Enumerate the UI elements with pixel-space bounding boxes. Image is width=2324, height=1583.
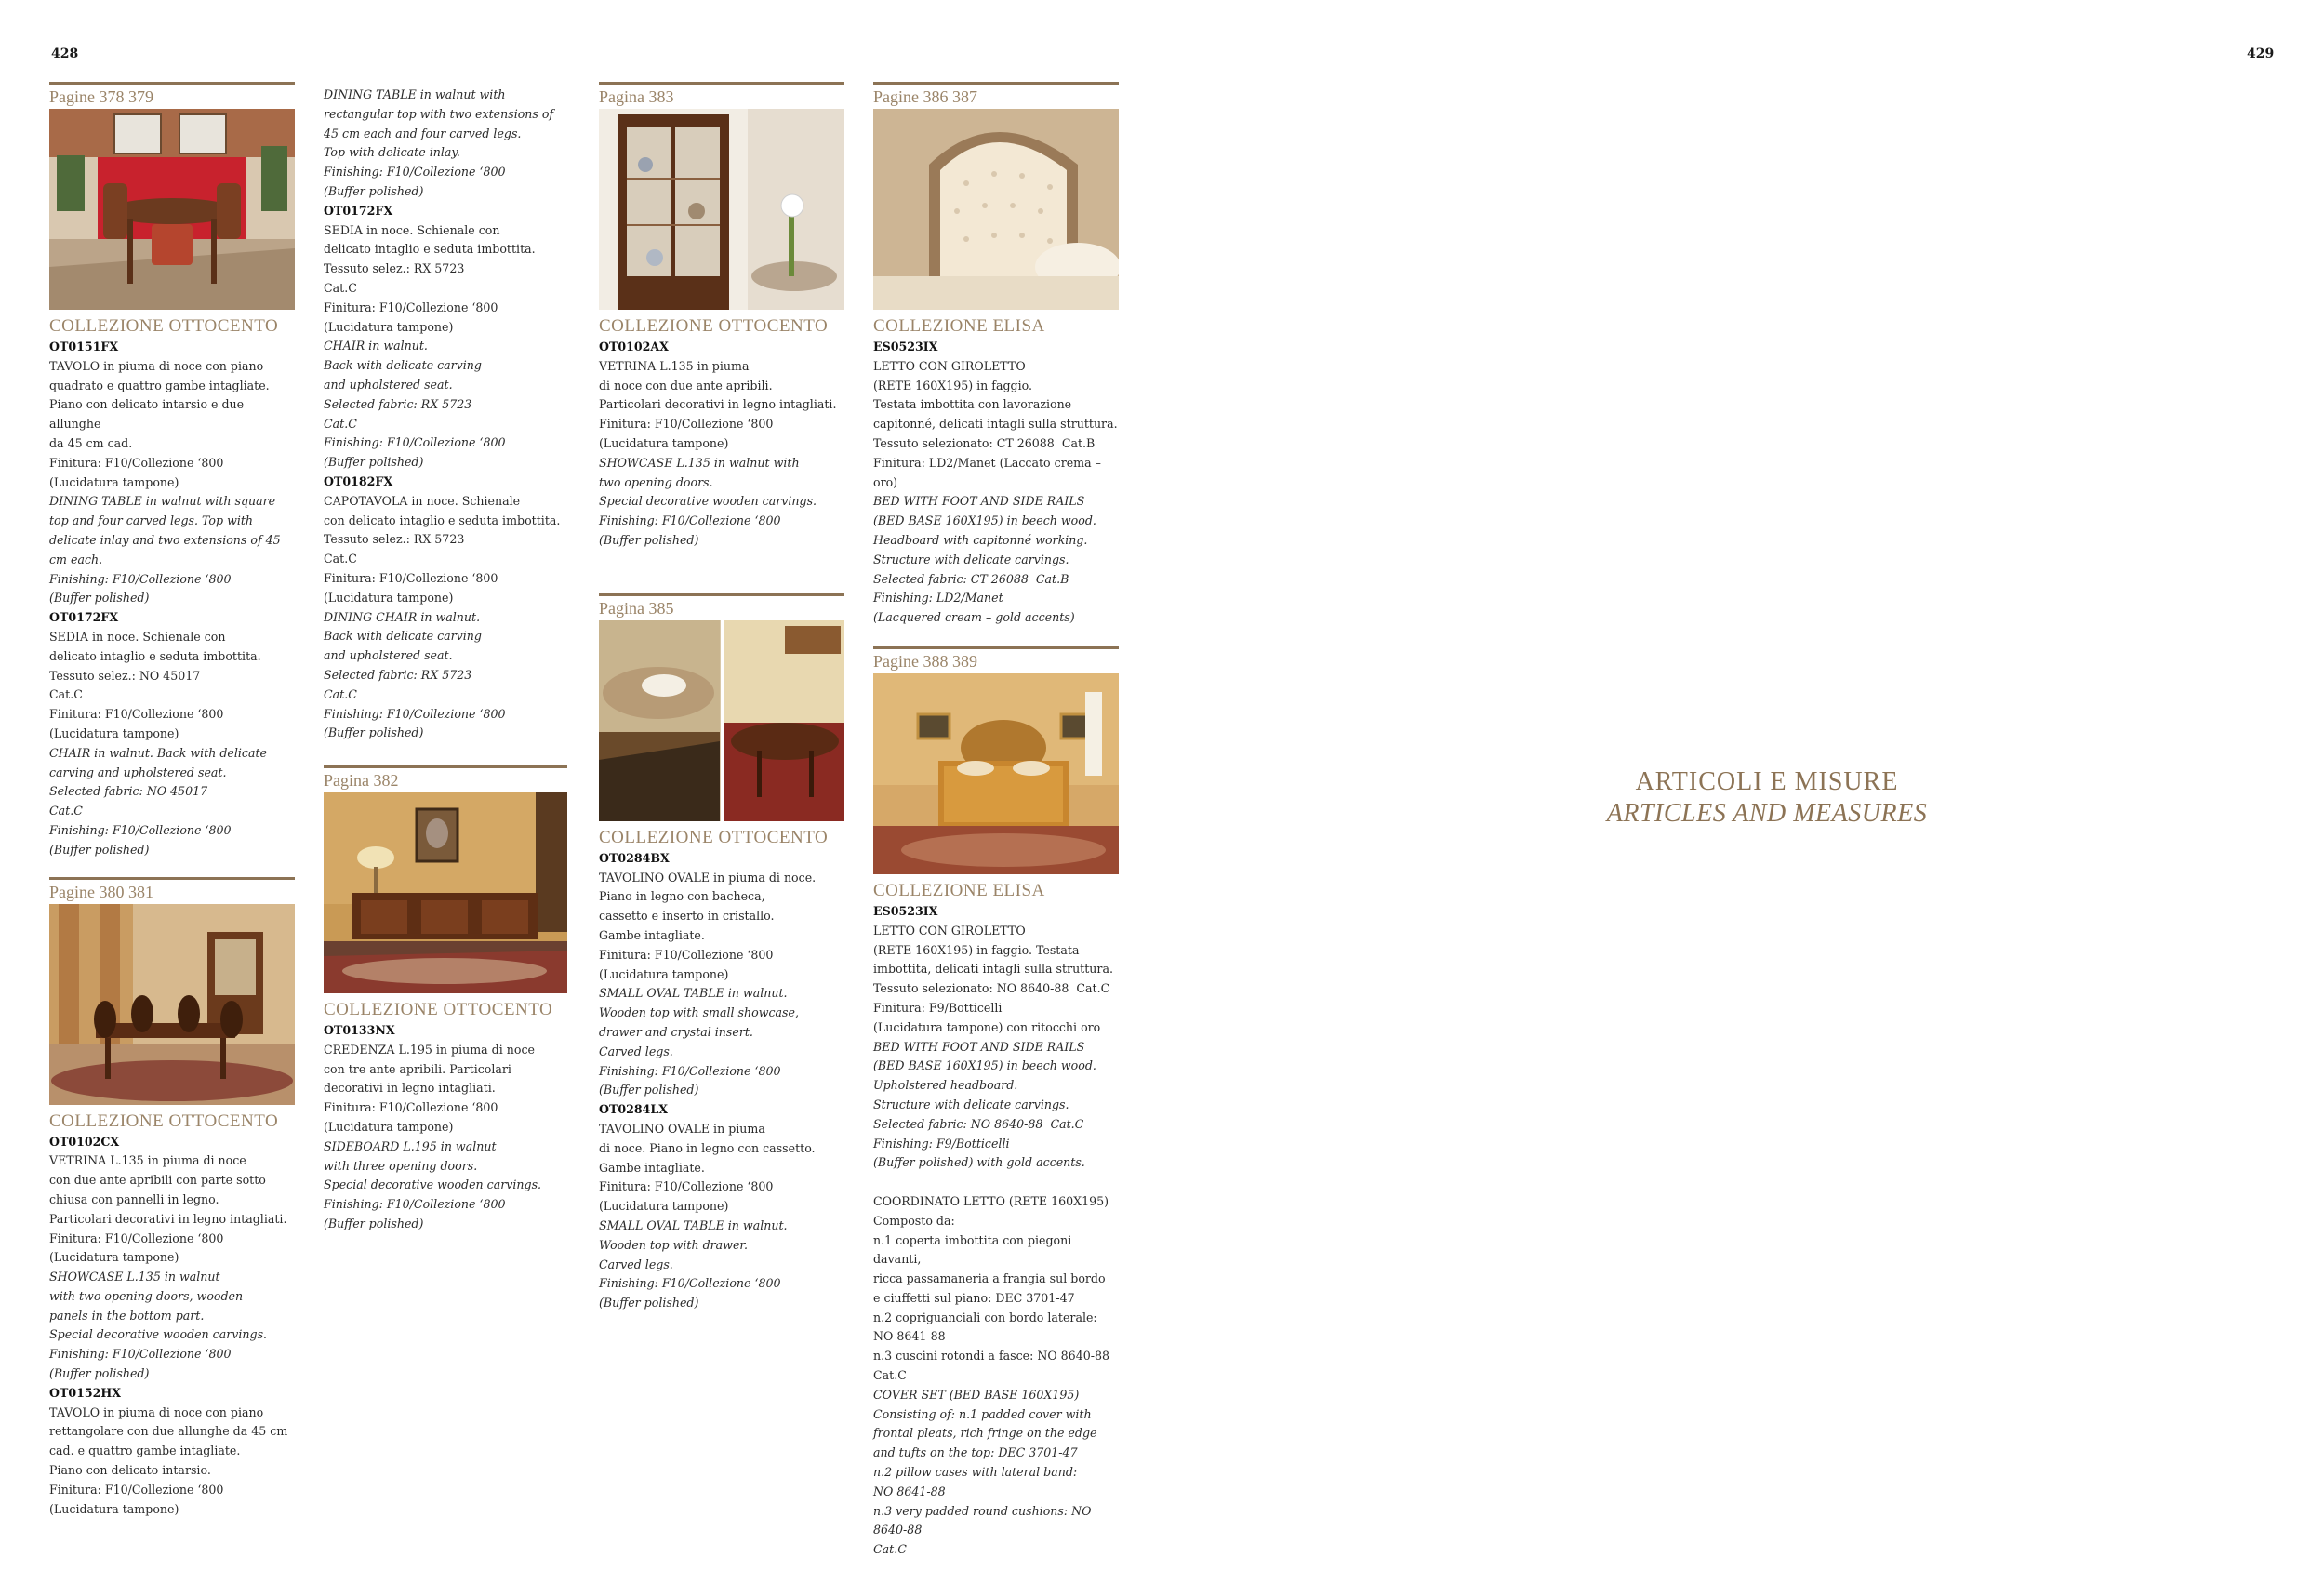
description-en-line: Wooden top with drawer. — [599, 1237, 749, 1252]
description-en-line: BED WITH FOOT AND SIDE RAILS — [873, 1039, 1085, 1054]
cover-set-en-line: NO 8641-88 — [873, 1483, 946, 1498]
description-en-line: Finishing: F9/Botticelli — [873, 1136, 1010, 1151]
description-en-line: two opening doors. — [599, 474, 713, 489]
column-2 — [324, 86, 569, 1234]
description-it-line: da 45 cm cad. — [49, 435, 133, 450]
description-en-line: Carved legs. — [599, 1257, 673, 1271]
description-it-line: (Lucidatura tampone) con ritocchi oro — [873, 1019, 1101, 1034]
cover-set-en-line: n.3 very padded round cushions: NO 8640-88 — [873, 1503, 1096, 1537]
description-it-line: Finitura: LD2/Manet (Laccato crema – oro) — [873, 455, 1105, 489]
description-it-line: VETRINA L.135 in piuma di noce — [49, 1153, 246, 1168]
description-en-line: SIDEBOARD L.195 in walnut — [324, 1138, 497, 1153]
description-it-line: Finitura: F9/Botticelli — [873, 1000, 1003, 1015]
product-code: OT0284BX — [599, 850, 670, 865]
description-it-line: (Lucidatura tampone) — [324, 590, 454, 605]
product-code: OT0102CX — [49, 1134, 120, 1149]
description-it-line: Finitura: F10/Collezione ‘800 — [49, 1230, 224, 1245]
photo-oval-tables — [599, 620, 844, 821]
photo-sideboard-room — [324, 792, 567, 993]
section-page-ref: Pagine 380 381 — [49, 882, 153, 901]
description-it-line: (Lucidatura tampone) — [599, 1199, 729, 1214]
description-en-line: top and four carved legs. Top with — [49, 513, 254, 528]
description-en-line: Finishing: F10/Collezione ‘800 — [49, 822, 232, 837]
description-en-line: SMALL OVAL TABLE in walnut. — [599, 986, 788, 1001]
section-page-ref: Pagine 378 379 — [49, 87, 153, 106]
description-it-line: Testata imbottita con lavorazione — [873, 397, 1072, 412]
product-list — [49, 338, 295, 860]
description-it-line: TAVOLINO OVALE in piuma di noce. — [599, 870, 817, 885]
description-it-line: cassetto e inserto in cristallo. — [599, 909, 775, 924]
section-rule — [599, 82, 844, 85]
photo-dining-room-square-table — [49, 109, 295, 310]
section-title — [1525, 766, 2009, 830]
section-rule — [324, 765, 567, 768]
description-en-line: DINING CHAIR in walnut. — [324, 609, 481, 624]
description-en-line: Finishing: F10/Collezione ‘800 — [599, 513, 781, 528]
description-en-line: (Buffer polished) — [324, 1217, 424, 1231]
description-it-line: (Lucidatura tampone) — [49, 1250, 179, 1265]
description-it-line: delicato intaglio e seduta imbottita. — [324, 242, 536, 257]
description-en-line: (Buffer polished) — [599, 1083, 699, 1097]
description-it-line: Piano con delicato intarsio. — [49, 1463, 211, 1478]
description-it-line: imbottita, delicati intagli sulla struttura. — [873, 962, 1113, 977]
description-en-line: with three opening doors. — [324, 1158, 478, 1173]
description-it-line: (Lucidatura tampone) — [49, 474, 179, 489]
description-it-line: di noce con due ante apribili. — [599, 378, 773, 392]
description-en-line: Cat.C — [49, 804, 83, 818]
description-it-line: con delicato intaglio e seduta imbottita. — [324, 512, 561, 527]
description-en-line: and upholstered seat. — [324, 377, 453, 392]
description-it-line: Piano con delicato intarsio e due allunghe — [49, 397, 248, 432]
product-list — [599, 849, 844, 1313]
product-code: ES0523IX — [873, 903, 938, 918]
description-it-line: VETRINA L.135 in piuma — [599, 358, 750, 373]
cover-set-en-line: n.2 pillow cases with lateral band: — [873, 1465, 1078, 1480]
description-it-line: chiusa con pannelli in legno. — [49, 1191, 219, 1206]
description-en-line: (Buffer polished) — [49, 591, 150, 605]
cover-set-it-line: e ciuffetti sul piano: DEC 3701-47 — [873, 1290, 1075, 1305]
description-en-line: CHAIR in walnut. Back with delicate — [49, 745, 267, 760]
photo-capitonne-headboard — [873, 109, 1119, 310]
description-en-line: Cat.C — [324, 416, 357, 431]
description-it-line: Finitura: F10/Collezione ‘800 — [599, 417, 774, 432]
description-en-line: Selected fabric: RX 5723 — [324, 396, 472, 411]
collection-name: COLLEZIONE OTTOCENTO — [599, 827, 829, 847]
spacer — [873, 1173, 1119, 1192]
collection-name: COLLEZIONE OTTOCENTO — [599, 316, 829, 336]
description-it-line: Cat.C — [49, 687, 83, 702]
description-it-line: LETTO CON GIROLETTO — [873, 358, 1026, 373]
description-en-line: Wooden top with small showcase, — [599, 1005, 799, 1020]
description-it-line: Finitura: F10/Collezione ‘800 — [324, 1100, 498, 1115]
description-it-line: (Lucidatura tampone) — [599, 435, 729, 450]
section-page-ref: Pagina 385 — [599, 598, 674, 618]
description-it-line: Piano in legno con bacheca, — [599, 889, 765, 904]
cover-set-en-line: COVER SET (BED BASE 160X195) — [873, 1387, 1080, 1402]
product-code: OT0151FX — [49, 339, 119, 353]
cover-set-it-line: NO 8641-88 — [873, 1329, 946, 1344]
description-en-line: Selected fabric: RX 5723 — [324, 667, 472, 682]
product-code: OT0102AX — [599, 339, 669, 353]
description-it-line: SEDIA in noce. Schienale con — [324, 222, 500, 237]
description-en-line: Structure with delicate carvings. — [873, 552, 1069, 566]
description-en-line: (Buffer polished) — [324, 183, 424, 198]
description-it-line: Tessuto selez.: RX 5723 — [324, 532, 465, 547]
description-it-line: (Lucidatura tampone) — [324, 319, 454, 334]
description-en-line: (Buffer polished) with gold accents. — [873, 1155, 1085, 1170]
product-list — [49, 1133, 295, 1520]
description-en-line: Back with delicate carving — [324, 358, 482, 373]
cover-set-en-line: Consisting of: n.1 padded cover with — [873, 1406, 1092, 1421]
product-code: OT0152HX — [49, 1385, 122, 1400]
description-en-line: Headboard with capitonné working. — [873, 532, 1088, 547]
description-en-line: BED WITH FOOT AND SIDE RAILS — [873, 494, 1085, 509]
description-en-line: DINING TABLE in walnut with square — [49, 494, 276, 509]
description-it-line: (RETE 160X195) in faggio. — [873, 378, 1032, 392]
description-it-line: Finitura: F10/Collezione ‘800 — [49, 455, 224, 470]
description-it-line: CREDENZA L.195 in piuma di noce — [324, 1042, 535, 1057]
collection-name: COLLEZIONE ELISA — [873, 880, 1045, 900]
description-it-line: con tre ante apribili. Particolari — [324, 1061, 511, 1076]
description-en-line: Finishing: F10/Collezione ‘800 — [324, 1197, 506, 1212]
description-en-line: and upholstered seat. — [324, 648, 453, 663]
collection-name: COLLEZIONE OTTOCENTO — [49, 1111, 279, 1131]
description-it-line: Finitura: F10/Collezione ‘800 — [49, 1482, 224, 1497]
description-it-line: cad. e quattro gambe intagliate. — [49, 1443, 241, 1458]
collection-name: COLLEZIONE ELISA — [873, 316, 1045, 336]
description-en-line: Finishing: F10/Collezione ‘800 — [324, 706, 506, 721]
product-code: OT0172FX — [324, 203, 393, 218]
section-page-ref: Pagine 388 389 — [873, 651, 977, 671]
description-en-line: (Buffer polished) — [49, 842, 150, 857]
description-it-line: Tessuto selez.: RX 5723 — [324, 261, 465, 276]
description-it-line: Finitura: F10/Collezione ‘800 — [49, 707, 224, 722]
description-it-line: Tessuto selezionato: CT 26088 Cat.B — [873, 435, 1096, 450]
description-en-line: Selected fabric: NO 8640-88 Cat.C — [873, 1116, 1084, 1131]
section-page-ref: Pagina 383 — [599, 87, 674, 106]
description-en-line: DINING TABLE in walnut with — [324, 87, 506, 101]
description-it-line: TAVOLO in piuma di noce con piano — [49, 358, 264, 373]
description-en-line: CHAIR in walnut. — [324, 339, 428, 353]
description-en-line: (BED BASE 160X195) in beech wood. — [873, 513, 1096, 528]
description-en-line: (Buffer polished) — [324, 455, 424, 470]
description-it-line: rettangolare con due allunghe da 45 cm — [49, 1424, 288, 1439]
description-it-line: Tessuto selez.: NO 45017 — [49, 668, 201, 683]
description-it-line: Tessuto selezionato: NO 8640-88 Cat.C — [873, 981, 1110, 996]
cover-set-it-line: Cat.C — [873, 1368, 907, 1383]
description-it-line: Finitura: F10/Collezione ‘800 — [599, 947, 774, 962]
product-code: ES0523IX — [873, 339, 938, 353]
description-en-line: Upholstered headboard. — [873, 1078, 1018, 1093]
section-rule — [49, 877, 295, 880]
description-it-line: SEDIA in noce. Schienale con — [49, 629, 226, 644]
description-it-line: Finitura: F10/Collezione ‘800 — [324, 299, 498, 314]
description-it-line: LETTO CON GIROLETTO — [873, 923, 1026, 938]
description-en-line: Top with delicate inlay. — [324, 145, 460, 160]
description-en-line: Finishing: F10/Collezione ‘800 — [49, 571, 232, 586]
product-code: OT0284LX — [599, 1102, 669, 1117]
cover-set-en-line: and tufts on the top: DEC 3701-47 — [873, 1445, 1078, 1460]
description-en-line: Finishing: LD2/Manet — [873, 591, 1003, 605]
section-rule — [873, 82, 1119, 85]
photo-dining-room-with-showcase — [49, 904, 295, 1105]
product-list — [873, 902, 1119, 1173]
column-4 — [873, 82, 1119, 1560]
description-en-line: rectangular top with two extensions of — [324, 106, 554, 121]
description-en-line: Selected fabric: NO 45017 — [49, 784, 208, 799]
product-list — [324, 86, 569, 743]
description-it-line: (Lucidatura tampone) — [599, 966, 729, 981]
cover-set-it-line: n.1 coperta imbottita con piegoni davanti, — [873, 1232, 1076, 1267]
description-en-line: SMALL OVAL TABLE in walnut. — [599, 1217, 788, 1232]
page-number-left: 428 — [51, 47, 79, 61]
page-number-right: 429 — [2247, 47, 2275, 61]
description-en-line: Finishing: F10/Collezione ‘800 — [49, 1347, 232, 1362]
description-it-line: (Lucidatura tampone) — [49, 725, 179, 740]
column-3 — [599, 82, 844, 1313]
description-it-line: Gambe intagliate. — [599, 927, 705, 942]
description-en-line: (Buffer polished) — [599, 1296, 699, 1310]
description-it-line: (Lucidatura tampone) — [324, 1120, 454, 1135]
description-it-line: Finitura: F10/Collezione ‘800 — [324, 570, 498, 585]
description-it-line: (Lucidatura tampone) — [49, 1501, 179, 1516]
description-en-line: with two opening doors, wooden — [49, 1288, 244, 1303]
collection-name: COLLEZIONE OTTOCENTO — [324, 1000, 553, 1020]
description-en-line: Finishing: F10/Collezione ‘800 — [599, 1276, 781, 1291]
description-en-line: drawer and crystal insert. — [599, 1024, 753, 1039]
description-en-line: (Lacquered cream – gold accents) — [873, 610, 1075, 625]
description-it-line: (RETE 160X195) in faggio. Testata — [873, 942, 1080, 957]
description-en-line: (Buffer polished) — [49, 1366, 150, 1381]
section-rule — [873, 646, 1119, 649]
section-page-ref: Pagina 382 — [324, 771, 399, 791]
description-en-line: cm each. — [49, 552, 103, 566]
cover-set-it-line: n.2 copriguanciali con bordo laterale: — [873, 1310, 1097, 1324]
cover-set-en-line: Cat.C — [873, 1542, 907, 1557]
description-en-line: carving and upholstered seat. — [49, 765, 227, 779]
cover-set-en-line: frontal pleats, rich fringe on the edge — [873, 1426, 1097, 1441]
description-en-line: Special decorative wooden carvings. — [324, 1177, 542, 1192]
description-it-line: Cat.C — [324, 280, 357, 295]
description-en-line: (Buffer polished) — [599, 532, 699, 547]
description-en-line: Selected fabric: CT 26088 Cat.B — [873, 571, 1069, 586]
description-it-line: CAPOTAVOLA in noce. Schienale — [324, 493, 521, 508]
description-it-line: Finitura: F10/Collezione ‘800 — [599, 1179, 774, 1194]
section-page-ref: Pagine 386 387 — [873, 87, 977, 106]
cover-set-it-line: n.3 cuscini rotondi a fasce: NO 8640-88 — [873, 1349, 1110, 1364]
section-title-en: ARTICLES AND MEASURES — [1606, 799, 1928, 828]
description-en-line: Back with delicate carving — [324, 629, 482, 644]
description-it-line: quadrato e quattro gambe intagliate. — [49, 378, 270, 392]
cover-set-it-line: ricca passamaneria a frangia sul bordo — [873, 1271, 1106, 1286]
description-it-line: di noce. Piano in legno con cassetto. — [599, 1140, 816, 1155]
description-it-line: TAVOLINO OVALE in piuma — [599, 1121, 765, 1136]
description-it-line: capitonné, delicati intagli sulla struttura. — [873, 417, 1118, 432]
section-rule — [49, 82, 295, 85]
product-code: OT0182FX — [324, 473, 393, 488]
description-en-line: delicate inlay and two extensions of 45 — [49, 532, 281, 547]
description-en-line: (BED BASE 160X195) in beech wood. — [873, 1058, 1096, 1073]
product-list — [873, 338, 1119, 628]
column-1 — [49, 82, 295, 1519]
description-en-line: Special decorative wooden carvings. — [49, 1327, 268, 1342]
description-en-line: Carved legs. — [599, 1044, 673, 1058]
product-list — [324, 1021, 569, 1234]
description-it-line: Particolari decorativi in legno intagliati. — [49, 1211, 287, 1226]
description-en-line: SHOWCASE L.135 in walnut with — [599, 455, 800, 470]
description-en-line: (Buffer polished) — [324, 725, 424, 740]
description-it-line: con due ante apribili con parte sotto — [49, 1173, 266, 1188]
product-code: OT0133NX — [324, 1023, 395, 1038]
collection-name: COLLEZIONE OTTOCENTO — [49, 316, 279, 336]
section-rule — [599, 593, 844, 596]
description-it-line: Particolari decorativi in legno intagliati. — [599, 397, 837, 412]
description-en-line: SHOWCASE L.135 in walnut — [49, 1270, 220, 1284]
photo-showcase-cabinet — [599, 109, 844, 310]
description-it-line: delicato intaglio e seduta imbottita. — [49, 648, 261, 663]
description-it-line: TAVOLO in piuma di noce con piano — [49, 1404, 264, 1419]
description-it-line: decorativi in legno intagliati. — [324, 1081, 496, 1096]
description-en-line: panels in the bottom part. — [49, 1308, 205, 1323]
description-en-line: Cat.C — [324, 686, 357, 701]
description-en-line: Structure with delicate carvings. — [873, 1097, 1069, 1111]
description-it-line: Cat.C — [324, 552, 357, 566]
description-en-line: Finishing: F10/Collezione ‘800 — [599, 1063, 781, 1078]
product-code: OT0172FX — [49, 610, 119, 625]
description-it-line: Gambe intagliate. — [599, 1160, 705, 1175]
section-title-it: ARTICOLI E MISURE — [1635, 767, 1899, 796]
cover-set-description — [873, 1192, 1119, 1560]
description-en-line: Special decorative wooden carvings. — [599, 494, 817, 509]
description-en-line: Finishing: F10/Collezione ‘800 — [324, 165, 506, 180]
description-en-line: 45 cm each and four carved legs. — [324, 126, 522, 140]
product-list — [599, 338, 844, 551]
cover-set-it-line: COORDINATO LETTO (RETE 160X195) — [873, 1193, 1109, 1208]
description-en-line: Finishing: F10/Collezione ‘800 — [324, 435, 506, 450]
cover-set-it-line: Composto da: — [873, 1213, 955, 1228]
photo-bedroom-elisa — [873, 673, 1119, 874]
